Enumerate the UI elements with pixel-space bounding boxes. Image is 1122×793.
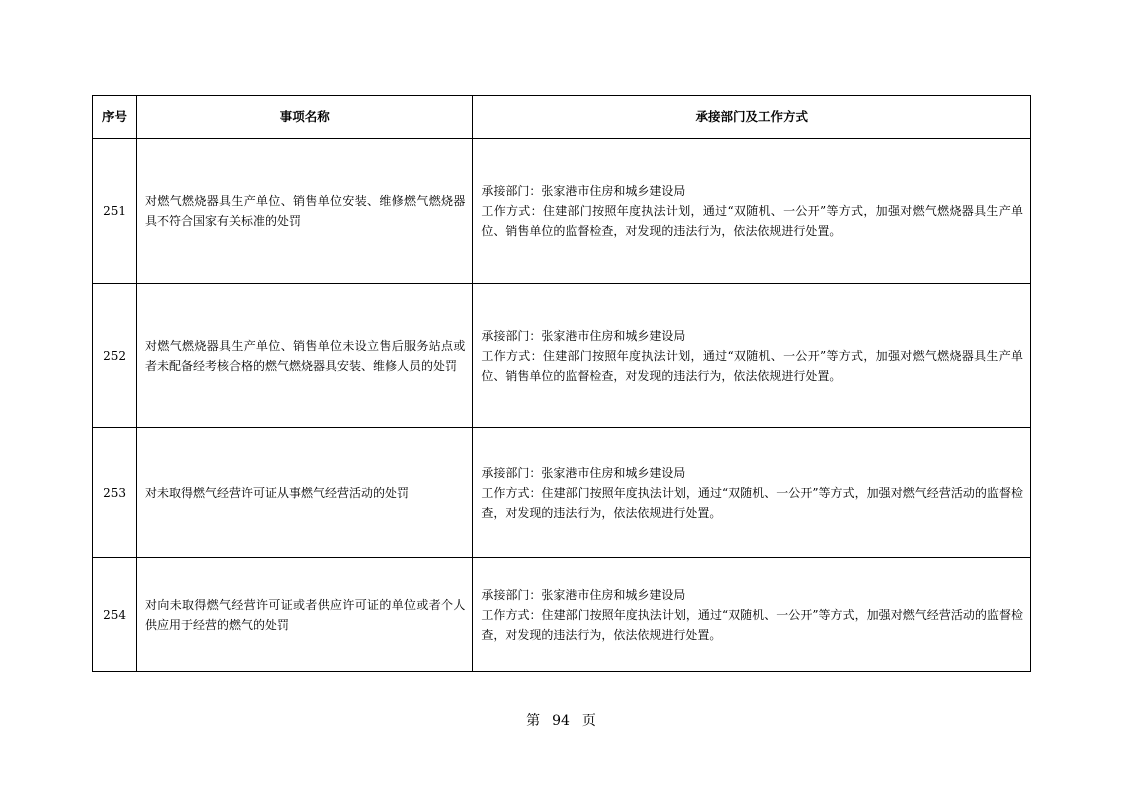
- table-row: [93, 139, 1031, 284]
- row-work-method: 工作方式：住建部门按照年度执法计划，通过“双随机、一公开”等方式，加强对燃气经营活动的监督检查，对发现的违法行为，依法依规进行处置。: [481, 485, 1023, 520]
- page-prefix: 第: [526, 713, 541, 729]
- row-item-name: 对向未取得燃气经营许可证或者供应许可证的单位或者个人供应用于经营的燃气的处罚: [137, 558, 473, 672]
- table-header-row: [93, 96, 1031, 139]
- table-row: [93, 284, 1031, 428]
- row-department-cell: [473, 139, 1031, 284]
- row-department: 承接部门：张家港市住房和城乡建设局: [481, 184, 686, 198]
- items-table: [92, 95, 1031, 672]
- row-department: 承接部门：张家港市住房和城乡建设局: [481, 587, 686, 602]
- table-row: [93, 558, 1031, 672]
- page-footer: [0, 710, 1122, 730]
- row-serial-number: 251: [93, 139, 137, 284]
- header-item-name: 事项名称: [137, 96, 473, 139]
- row-work-method: 工作方式：住建部门按照年度执法计划，通过“双随机、一公开”等方式，加强对燃气经营活动的监督检查，对发现的违法行为，依法依规进行处置。: [481, 607, 1023, 642]
- row-department-cell: [473, 428, 1031, 558]
- header-serial-number: 序号: [93, 96, 137, 139]
- page-number: 94: [552, 713, 570, 729]
- row-work-method: 工作方式：住建部门按照年度执法计划，通过“双随机、一公开”等方式，加强对燃气燃烧器具生产单位、销售单位的监督检查，对发现的违法行为，依法依规进行处置。: [481, 204, 1023, 238]
- row-department: 承接部门：张家港市住房和城乡建设局: [481, 328, 686, 343]
- header-department-and-method: 承接部门及工作方式: [473, 96, 1031, 139]
- row-item-name: 对燃气燃烧器具生产单位、销售单位未设立售后服务站点或者未配备经考核合格的燃气燃烧器具安装、维修人员的处罚: [137, 284, 473, 428]
- row-department-cell: [473, 558, 1031, 672]
- row-serial-number: 252: [93, 284, 137, 428]
- row-item-name: 对燃气燃烧器具生产单位、销售单位安装、维修燃气燃烧器具不符合国家有关标准的处罚: [137, 139, 473, 284]
- row-serial-number: 254: [93, 558, 137, 672]
- table-row: [93, 428, 1031, 558]
- row-work-method: 工作方式：住建部门按照年度执法计划，通过“双随机、一公开”等方式，加强对燃气燃烧器具生产单位、销售单位的监督检查，对发现的违法行为，依法依规进行处置。: [481, 348, 1023, 383]
- row-item-name: 对未取得燃气经营许可证从事燃气经营活动的处罚: [137, 428, 473, 558]
- page-suffix: 页: [581, 713, 596, 729]
- row-department-cell: [473, 284, 1031, 428]
- row-serial-number: 253: [93, 428, 137, 558]
- row-department: 承接部门：张家港市住房和城乡建设局: [481, 465, 686, 480]
